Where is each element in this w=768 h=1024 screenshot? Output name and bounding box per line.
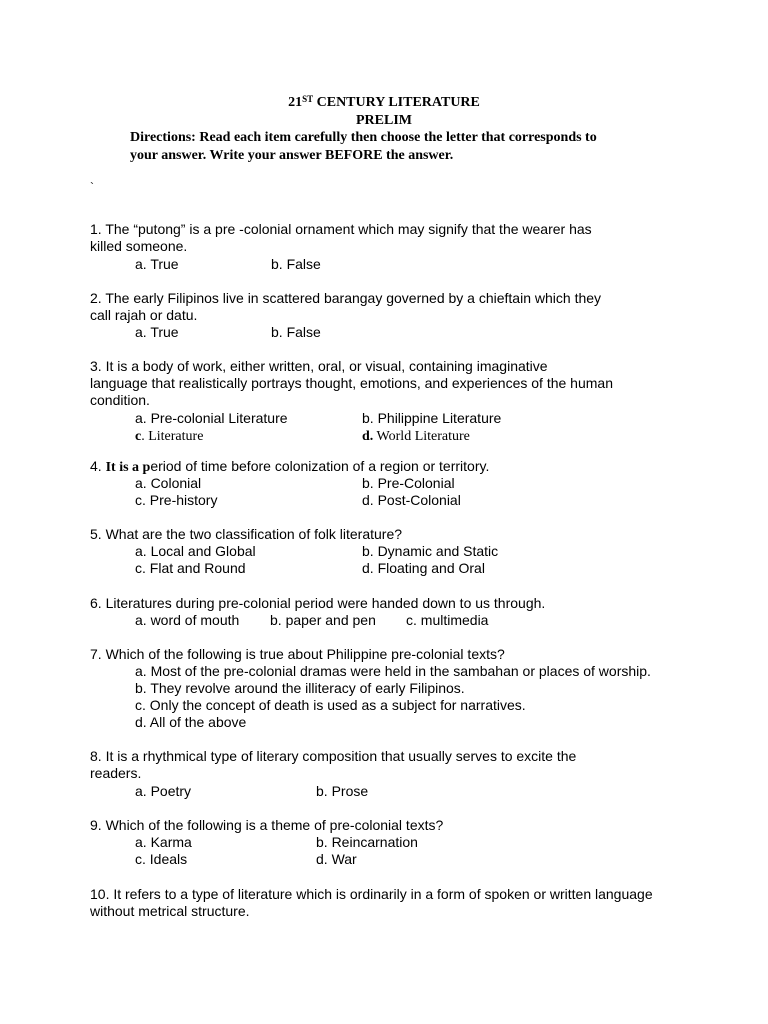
question-text: without metrical structure. xyxy=(90,903,250,919)
question-text: 3. It is a body of work, either written, oral, or visual, containing imaginative xyxy=(90,358,548,374)
option-a: a. Local and Global xyxy=(135,543,256,559)
option-c: c. Only the concept of death is used as a subject for narratives. xyxy=(135,697,526,713)
option-a: a. Poetry xyxy=(135,783,192,799)
question-text: 2. The early Filipinos live in scattered barangay governed by a chieftain which they xyxy=(90,290,602,306)
option-b: b. Pre-Colonial xyxy=(362,475,455,491)
option-c: c. Pre-history xyxy=(135,492,218,508)
option-c: c. Flat and Round xyxy=(135,560,246,576)
option-d: d. All of the above xyxy=(135,714,247,730)
page-subtitle: PRELIM xyxy=(356,113,412,128)
option-a: a. Most of the pre-colonial dramas were held in the sambahan or places of worship. xyxy=(135,663,651,679)
question-text: killed someone. xyxy=(90,238,188,254)
option-a: a. Karma xyxy=(135,834,192,850)
option-b: b. Prose xyxy=(316,783,369,799)
option-d: d. Floating and Oral xyxy=(362,560,485,576)
question-text: condition. xyxy=(90,392,150,408)
question-text: 6. Literatures during pre-colonial period were handed down to us through. xyxy=(90,595,546,611)
question-text: 10. It refers to a type of literature which is ordinarily in a form of spoken or written language xyxy=(90,886,653,902)
question-text: language that realistically portrays thought, emotions, and experiences of the human xyxy=(90,375,613,391)
option-d: d. World Literature xyxy=(362,429,470,444)
option-a: a. True xyxy=(135,256,179,272)
title-superscript: ST xyxy=(302,94,314,104)
option-b: b. Dynamic and Static xyxy=(362,543,499,559)
question-text: 5. What are the two classification of folk literature? xyxy=(90,526,403,542)
option-c: c. Literature xyxy=(135,429,204,444)
question-text: 1. The “putong” is a pre -colonial ornament which may signify that the wearer has xyxy=(90,221,592,237)
option-c: c. multimedia xyxy=(406,612,489,628)
option-d: d. Post-Colonial xyxy=(362,492,461,508)
question-text: readers. xyxy=(90,765,142,781)
option-d: d. War xyxy=(316,851,357,867)
option-a: a. Pre-colonial Literature xyxy=(135,410,288,426)
option-b: b. Philippine Literature xyxy=(362,410,502,426)
question-text: 4. It is a period of time before colonization of a region or territory. xyxy=(90,458,490,475)
question-text: 7. Which of the following is true about Philippine pre-colonial texts? xyxy=(90,646,505,662)
option-a: a. Colonial xyxy=(135,475,202,491)
option-b: b. False xyxy=(271,256,321,272)
question-text: 9. Which of the following is a theme of pre-colonial texts? xyxy=(90,817,444,833)
option-b: b. Reincarnation xyxy=(316,834,418,850)
page-title: 21ST CENTURY LITERATURE xyxy=(288,94,480,110)
directions: Directions: Read each item carefully then choose the letter that corresponds to your answer. Write your answer BEFORE the answer. xyxy=(130,130,597,163)
option-a: a. True xyxy=(135,324,179,340)
option-c: c. Ideals xyxy=(135,851,188,867)
option-b: b. paper and pen xyxy=(270,612,376,628)
option-b: b. False xyxy=(271,324,321,340)
option-b: b. They revolve around the illiteracy of early Filipinos. xyxy=(135,680,465,696)
question-text: call rajah or datu. xyxy=(90,307,198,323)
option-a: a. word of mouth xyxy=(135,612,240,628)
question-text: 8. It is a rhythmical type of literary composition that usually serves to excite the xyxy=(90,748,577,764)
stray-mark: ` xyxy=(90,180,94,194)
